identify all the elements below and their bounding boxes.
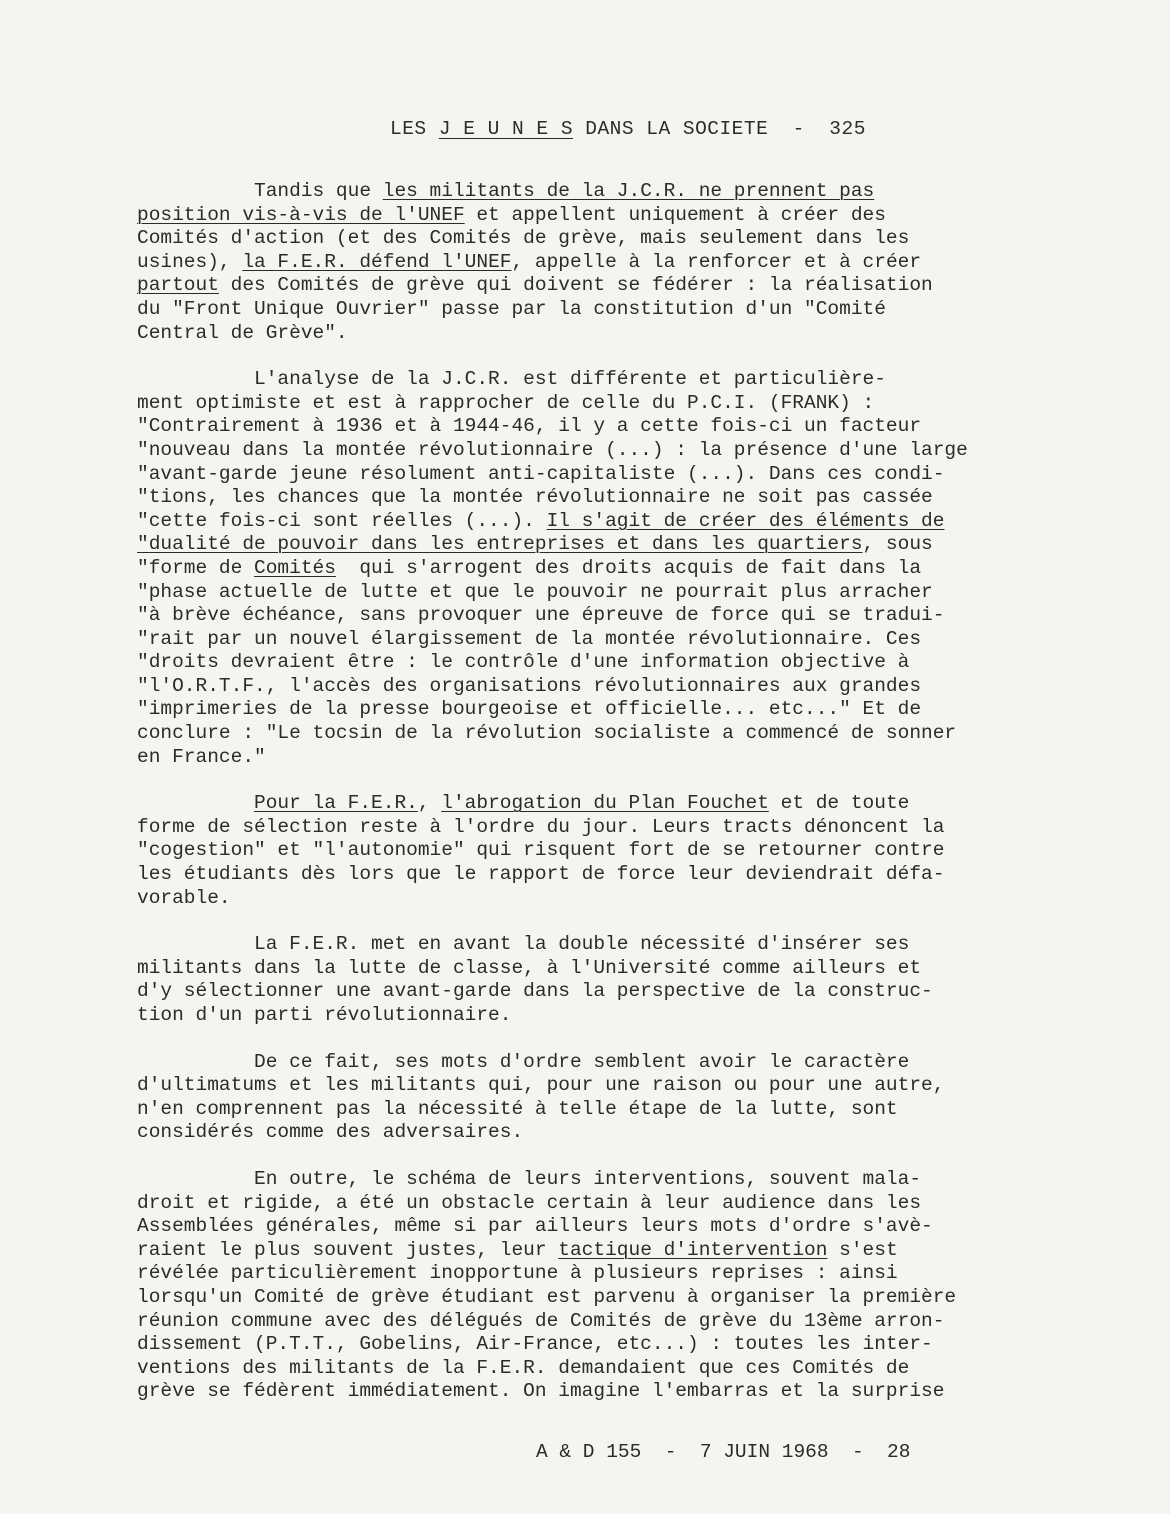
text-segment: du "Front Unique Ouvrier" passe par la constitution d'un "Comité [137, 297, 886, 320]
text-segment: s'est [827, 1238, 898, 1261]
text-line [137, 322, 1037, 346]
underlined-text: Comités [254, 556, 336, 579]
text-line [137, 933, 1037, 957]
text-line [137, 839, 1037, 863]
text-segment: "Contrairement à 1936 et à 1944-46, il y a cette fois-ci un facteur [137, 415, 922, 438]
text-line [137, 439, 1037, 463]
text-line [137, 1074, 1037, 1098]
text-line [137, 1004, 1037, 1028]
text-segment: et appellent uniquement à créer des [464, 203, 886, 226]
underlined-text: partout [137, 274, 219, 297]
text-line [137, 980, 1037, 1004]
text-line [137, 392, 1037, 416]
text-segment: L'analyse de la J.C.R. est différente et particulière- [137, 368, 886, 391]
text-segment: en France." [137, 745, 266, 768]
text-segment: "phase actuelle de lutte et que le pouvoir ne pourrait plus arracher [137, 580, 933, 603]
text-line [137, 298, 1037, 322]
text-line [137, 698, 1037, 722]
text-line [137, 1262, 1037, 1286]
text-line [137, 415, 1037, 439]
text-line [137, 251, 1037, 275]
text-line [137, 863, 1037, 887]
text-line [137, 227, 1037, 251]
text-segment: ventions des militants de la F.E.R. demandaient que ces Comités de [137, 1356, 910, 1379]
text-segment: usines), [137, 250, 243, 273]
underlined-text: Il s'agit de créer des éléments de [546, 509, 945, 532]
paragraph-1 [137, 180, 1037, 345]
text-segment: tion d'un parti révolutionnaire. [137, 1004, 512, 1026]
text-line [137, 581, 1037, 605]
text-segment: , appelle à la renforcer et à créer [511, 250, 922, 273]
underlined-text: position vis-à-vis de l'UNEF [137, 203, 465, 226]
text-line [137, 1121, 1037, 1145]
text-line [137, 510, 1037, 534]
text-segment: "tions, les chances que la montée révolutionnaire ne soit pas cassée [137, 486, 933, 509]
header-suffix: DANS LA SOCIETE - 325 [573, 118, 866, 140]
text-segment: ment optimiste et est à rapprocher de celle du P.C.I. (FRANK) : [137, 391, 875, 414]
header-jeunes: J E U N E S [438, 118, 574, 140]
text-segment: Assemblées générales, même si par ailleurs leurs mots d'ordre s'avè- [137, 1215, 933, 1238]
text-segment: En outre, le schéma de leurs interventions, souvent mala- [137, 1167, 922, 1190]
text-segment: "cogestion" et "l'autonomie" qui risquent fort de se retourner contre [137, 839, 945, 862]
text-segment: "l'O.R.T.F., l'accès des organisations révolutionnaires aux grandes [137, 674, 922, 697]
text-line [137, 368, 1037, 392]
underlined-text: la F.E.R. défend l'UNEF [242, 250, 512, 273]
page-footer: A & D 155 - 7 JUIN 1968 - 28 [536, 1441, 911, 1463]
paragraph-2 [137, 368, 1037, 769]
page-header [390, 118, 866, 140]
text-segment: De ce fait, ses mots d'ordre semblent avoir le caractère [137, 1050, 910, 1073]
text-line [137, 1051, 1037, 1075]
text-segment: "nouveau dans la montée révolutionnaire (...) : la présence d'une large [137, 438, 968, 461]
document-body [137, 180, 1037, 1427]
text-line [137, 722, 1037, 746]
text-line [137, 1192, 1037, 1216]
underlined-text: l'abrogation du Plan Fouchet [441, 792, 769, 815]
text-segment: forme de sélection reste à l'ordre du jour. Leurs tracts dénoncent la [137, 815, 945, 838]
text-line [137, 604, 1037, 628]
text-line [137, 463, 1037, 487]
text-line [137, 792, 1037, 816]
text-line [137, 1168, 1037, 1192]
text-line [137, 887, 1037, 911]
paragraph-6 [137, 1168, 1037, 1404]
text-segment: "forme de [137, 556, 255, 579]
text-line [137, 1239, 1037, 1263]
text-segment: "imprimeries de la presse bourgeoise et officielle... etc..." Et de [137, 698, 922, 721]
text-line [137, 533, 1037, 557]
text-line [137, 1357, 1037, 1381]
text-line [137, 1310, 1037, 1334]
text-line [137, 1286, 1037, 1310]
text-segment: , [417, 792, 442, 815]
text-line [137, 1098, 1037, 1122]
text-line [137, 204, 1037, 228]
text-line [137, 628, 1037, 652]
text-segment: droit et rigide, a été un obstacle certain à leur audience dans les [137, 1191, 922, 1214]
text-segment: lorsqu'un Comité de grève étudiant est parvenu à organiser la première [137, 1285, 957, 1308]
text-segment: "rait par un nouvel élargissement de la montée révolutionnaire. Ces [137, 627, 922, 650]
text-segment: raient le plus souvent justes, leur [137, 1238, 559, 1261]
text-line [137, 816, 1037, 840]
text-segment: conclure : "Le tocsin de la révolution socialiste a commencé de sonner [137, 722, 957, 745]
header-prefix: LES [390, 118, 439, 140]
text-line [137, 1380, 1037, 1404]
text-line [137, 1333, 1037, 1357]
text-segment: d'ultimatums et les militants qui, pour une raison ou pour une autre, [137, 1074, 945, 1097]
text-line [137, 957, 1037, 981]
text-segment: "cette fois-ci sont réelles (...). [137, 509, 547, 532]
text-segment: qui s'arrogent des droits acquis de fait dans la [335, 556, 922, 579]
text-segment: Comités d'action (et des Comités de grève, mais seulement dans les [137, 227, 910, 250]
paragraph-5 [137, 1051, 1037, 1145]
text-line [137, 1215, 1037, 1239]
underlined-text: les militants de la J.C.R. ne prennent pas [382, 180, 875, 202]
paragraph-4 [137, 933, 1037, 1027]
underlined-text: "dualité de pouvoir dans les entreprises et dans les quartiers [137, 533, 863, 556]
underlined-text: Pour la F.E.R. [254, 792, 418, 815]
text-segment: La F.E.R. met en avant la double nécessité d'insérer ses [137, 933, 910, 956]
text-segment: et de toute [768, 792, 910, 815]
text-segment: "à brève échéance, sans provoquer une épreuve de force qui se tradui- [137, 604, 945, 627]
text-segment [137, 792, 254, 814]
text-segment: vorable. [137, 886, 231, 909]
text-segment: militants dans la lutte de classe, à l'Université comme ailleurs et [137, 956, 922, 979]
text-segment: Tandis que [137, 180, 383, 202]
text-line [137, 180, 1037, 204]
paragraph-3 [137, 792, 1037, 910]
text-line [137, 486, 1037, 510]
text-line [137, 651, 1037, 675]
text-segment: révélée particulièrement inopportune à plusieurs reprises : ainsi [137, 1262, 898, 1285]
text-segment: grève se fédèrent immédiatement. On imagine l'embarras et la surprise [137, 1380, 945, 1403]
text-segment: dissement (P.T.T., Gobelins, Air-France, etc...) : toutes les inter- [137, 1333, 933, 1356]
text-segment: des Comités de grève qui doivent se fédérer : la réalisation [218, 274, 933, 297]
text-line [137, 746, 1037, 770]
text-segment: Central de Grève". [137, 321, 348, 344]
text-segment: réunion commune avec des délégués de Comités de grève du 13ème arron- [137, 1309, 945, 1332]
text-line [137, 274, 1037, 298]
text-segment: n'en comprennent pas la nécessité à telle étape de la lutte, sont [137, 1097, 898, 1120]
text-segment: , sous [862, 533, 933, 556]
text-line [137, 675, 1037, 699]
underlined-text: tactique d'intervention [558, 1238, 828, 1261]
text-segment: "avant-garde jeune résolument anti-capitaliste (...). Dans ces condi- [137, 462, 945, 485]
text-segment: les étudiants dès lors que le rapport de force leur deviendrait défa- [137, 863, 945, 886]
text-segment: "droits devraient être : le contrôle d'une information objective à [137, 651, 910, 674]
text-segment: considérés comme des adversaires. [137, 1121, 524, 1144]
text-segment: d'y sélectionner une avant-garde dans la perspective de la construc- [137, 980, 933, 1003]
text-line [137, 557, 1037, 581]
